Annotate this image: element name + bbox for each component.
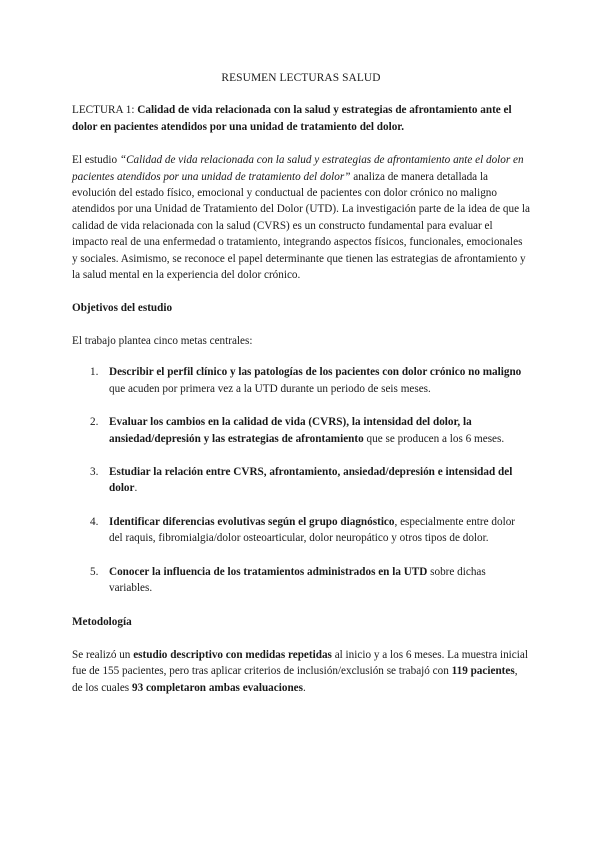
objective-bold: Describir el perfil clínico y las patologías de los pacientes con dolor crónico no maligno — [109, 366, 522, 379]
methodology-text-2: al inicio y a los 6 meses. La muestra inicial fue de 155 pacientes, pero tras aplicar criterios de inclusión/exclusión se trabajó con — [72, 648, 528, 678]
lectura-heading — [72, 102, 530, 135]
objective-rest: que se producen a los 6 meses. — [363, 432, 505, 445]
objective-number: 4. — [90, 515, 99, 528]
intro-prefix: El estudio — [72, 154, 120, 167]
lectura-title: Calidad de vida relacionada con la salud y estrategias de afrontamiento ante el dolor en pacientes atendidos por una unidad de tratamiento del dolor. — [72, 104, 512, 133]
methodology-paragraph — [72, 647, 530, 696]
document-title: RESUMEN LECTURAS SALUD — [221, 72, 381, 84]
objective-rest: , especialmente entre dolor del raquis, fibromialgia/dolor osteoarticular, dolor neuropático y otros tipos de dolor. — [109, 515, 516, 545]
objective-bold: Evaluar los cambios en la calidad de vida (CVRS), la intensidad del dolor, la ansiedad/depresión y las estrategias de afrontamiento — [109, 416, 472, 445]
objective-bold: Estudiar la relación entre CVRS, afrontamiento, ansiedad/depresión e intensidad del dolor — [109, 465, 513, 495]
objective-item — [72, 464, 530, 497]
methodology-bold-1: estudio descriptivo con medidas repetidas — [133, 648, 332, 661]
methodology-text-4: . — [303, 681, 306, 694]
objective-item — [72, 514, 530, 547]
methodology-text-3: , de los cuales — [72, 665, 518, 694]
objectives-lead: El trabajo plantea cinco metas centrales: — [72, 334, 253, 347]
objective-rest: sobre dichas variables. — [109, 565, 486, 594]
methodology-bold-2: 119 pacientes — [451, 665, 515, 678]
objective-item — [72, 364, 530, 397]
objective-bold: Identificar diferencias evolutivas según el grupo diagnóstico — [109, 515, 395, 528]
intro-quoted-title: “Calidad de vida relacionada con la salud y estrategias de afrontamiento ante el dolor en pacientes atendidos por una unidad de tratamiento del dolor” — [72, 154, 524, 183]
methodology-heading: Metodología — [72, 616, 132, 629]
objective-item — [72, 414, 530, 447]
intro-paragraph — [72, 152, 530, 283]
objective-number: 2. — [90, 416, 99, 429]
intro-body: analiza de manera detallada la evolución del estado físico, emocional y conductual de pacientes con dolor crónico no maligno atendidos por una Unidad de Tratamiento del Dolor (UTD). La investigación parte de la idea de que la calidad de vida relacionada con la salud (CVRS) es un constructo fundamental para evaluar el impacto real de una enfermedad o tratamiento, integrando aspectos físicos, funcionales, emocionales y sociales. Asimismo, se reconoce el papel determinante que tienen las estrategias de afrontamiento y la salud mental en la experiencia del dolor crónico. — [72, 170, 530, 282]
objectives-list — [72, 364, 530, 596]
lectura-label: LECTURA 1: — [72, 104, 138, 117]
objective-rest: . — [134, 482, 138, 495]
objective-rest: que acuden por primera vez a la UTD durante un periodo de seis meses. — [109, 382, 431, 395]
methodology-bold-3: 93 completaron ambas evaluaciones — [131, 681, 303, 694]
objective-item — [72, 564, 530, 597]
objective-number: 1. — [90, 366, 99, 379]
methodology-text-1: Se realizó un — [72, 648, 134, 661]
objective-number: 3. — [90, 465, 99, 478]
objective-bold: Conocer la influencia de los tratamientos administrados en la UTD — [109, 565, 428, 578]
objective-number: 5. — [90, 565, 99, 578]
objectives-heading: Objetivos del estudio — [72, 302, 173, 315]
